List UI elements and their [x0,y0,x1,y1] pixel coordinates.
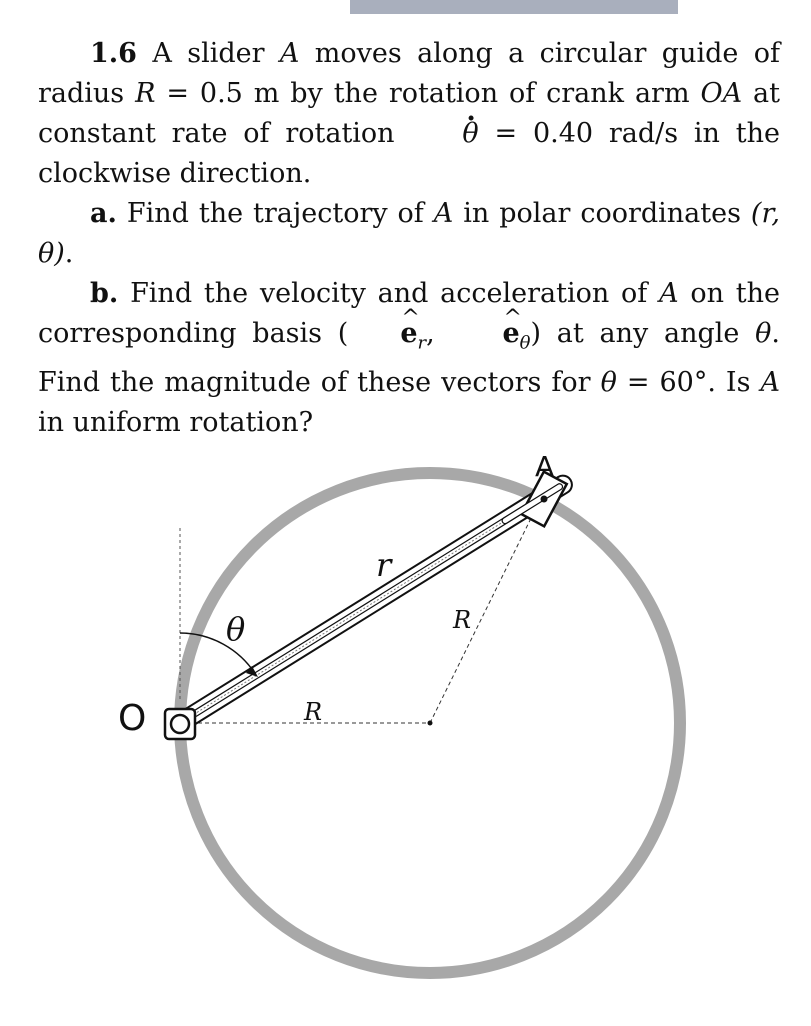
radius-symbol: R [135,78,156,109]
label-O: O [118,698,147,739]
intro-text-3: = 0.5 m by the rotation of crank arm [166,78,690,109]
intro-text-1: A slider [152,38,265,69]
label-r: r [376,546,392,584]
part-b-text-3: ) at any angle [530,318,740,349]
part-b-text-6: in uniform rotation? [38,407,314,439]
part-b-text-4: . Find the magnitude of these vectors for [38,318,780,399]
label-theta: θ [226,610,246,648]
label-R-horizontal: R [304,698,323,726]
label-A: A [535,450,555,483]
polar-coordinates: (r, θ) [38,198,780,269]
slider-pin [541,496,548,503]
top-image-strip [350,0,678,14]
basis-comma: , [426,318,435,349]
unit-vector-er: ^ e [348,314,417,354]
part-b-slider-symbol-2: A [760,367,780,399]
part-b-theta-symbol-2: θ [600,367,617,399]
slider-symbol: A [279,38,300,69]
part-a-text-3: . [64,238,74,269]
part-a-label: a. [90,198,117,229]
part-b-label: b. [90,278,119,309]
problem-number: 1.6 [90,38,137,69]
mechanism-diagram [0,440,811,1026]
part-b-text-5: = 60°. Is [626,367,751,399]
part-b-text-1: Find the velocity and acceleration of [130,278,648,309]
problem-intro [38,34,780,194]
unit-vector-er-subscript: r [417,332,427,354]
unit-vector-etheta: ^ e [450,314,519,354]
theta-dot-symbol: . θ [410,114,478,154]
intro-text-4: at constant rate of rotation [38,78,780,149]
part-b-slider-symbol: A [659,278,679,309]
problem-statement [38,34,780,443]
part-a-text-1: Find the trajectory of [126,198,424,229]
part-a [38,194,780,274]
crank-arm-symbol: OA [700,78,743,109]
mechanism-figure [0,440,811,1026]
intro-text-2: moves along a circular guide of radius [38,38,780,109]
part-b-text-2: on the corresponding basis ( [38,278,780,349]
part-b-theta-symbol: θ [755,318,772,349]
unit-vector-etheta-subscript: θ [519,332,531,354]
part-a-slider-symbol: A [433,198,454,229]
circle-center-point [428,721,433,726]
intro-text-5: = 0.40 rad/s in the clockwise direction. [38,118,780,189]
pivot-pin [171,715,189,733]
part-a-text-2: in polar coordinates [463,198,741,229]
part-b [38,274,780,443]
label-R-diagonal: R [453,606,472,634]
